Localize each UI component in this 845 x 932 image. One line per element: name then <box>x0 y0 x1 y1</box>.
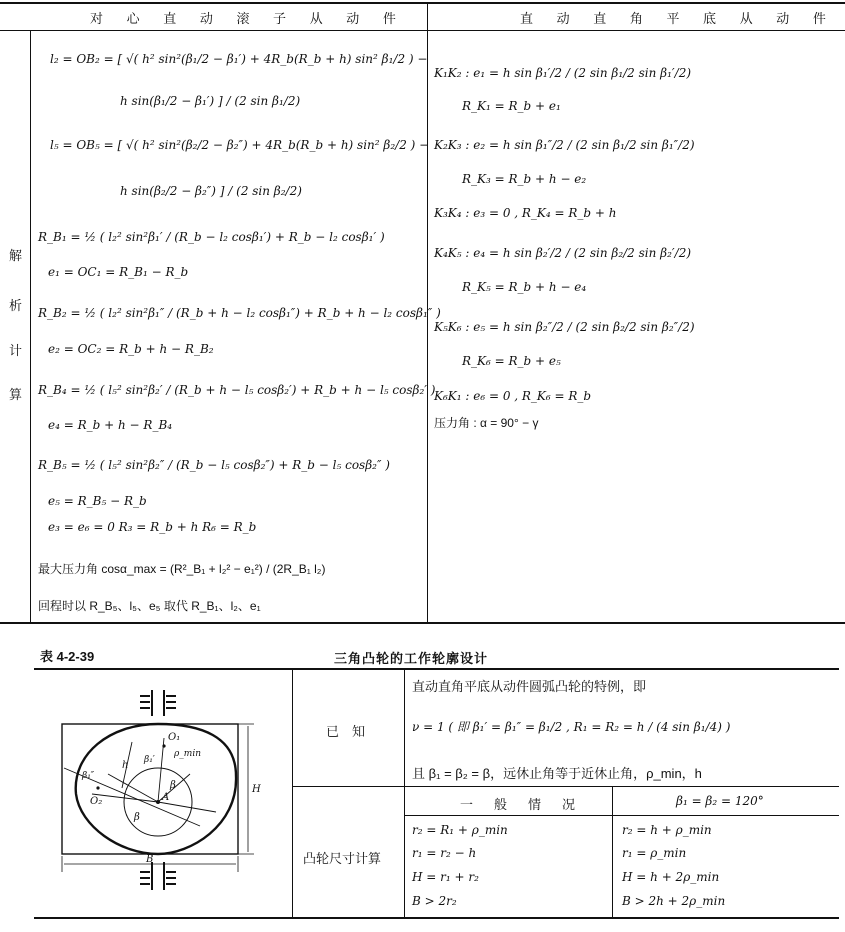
formula-rk5: R_K₅ = R_b + h − e₄ <box>462 280 587 294</box>
general-row: r₁ = r₂ − h <box>412 846 477 860</box>
formula-rk3: R_K₃ = R_b + h − e₂ <box>462 172 587 186</box>
formula-l5-line1: l₅ = OB₅ = [ √( h² sin²(β₂/2 − β₂″) + 4R_b(R_b + h) sin² β₂/2 ) − <box>50 138 430 152</box>
figure-label-beta1-double-prime: β₁″ <box>82 771 95 781</box>
side-label-char: 析 <box>9 298 23 313</box>
point-a <box>156 800 160 804</box>
formula-rb4: R_B₄ = ½ ( l₅² sin²β₂′ / (R_b + h − l₅ cosβ₂′) + R_b + h − l₅ cosβ₂′ ) <box>38 383 436 397</box>
table2-col-divider <box>612 786 613 918</box>
formula-k6k1: K₆K₁ : e₆ = 0 , R_K₆ = R_b <box>434 389 592 403</box>
side-label-char: 解 <box>9 248 23 263</box>
right-header: 直 动 直 角 平 底 从 动 件 <box>520 11 836 26</box>
top-table-header-rule <box>0 30 845 31</box>
formula-e4: e₄ = R_b + h − R_B₄ <box>48 418 173 432</box>
formula-pressure-angle: 压力角 : α = 90° − γ <box>434 416 539 430</box>
table2-figure-divider <box>292 669 293 918</box>
table2-border-top <box>34 668 839 670</box>
table-number: 表 4-2-39 <box>40 649 95 664</box>
special-row: r₂ = h + ρ_min <box>622 823 712 837</box>
table-title: 三角凸轮的工作轮廓设计 <box>334 651 489 666</box>
known-text-condition: 且 β₁ = β₂ = β，远休止角等于近休止角，ρ_min，h <box>412 766 702 781</box>
formula-max-pressure-angle: 最大压力角 cosα_max = (R²_B₁ + l₂² − e₁²) / (2R_B₁ l₂) <box>38 562 326 576</box>
top-table-border-bottom <box>0 622 845 624</box>
figure-label-o2: O₂ <box>90 796 103 807</box>
side-col-divider <box>30 30 31 622</box>
formula-k5k6: K₅K₆ : e₅ = h sin β₂″/2 / (2 sin β₂/2 sin β₂″/2) <box>434 320 695 334</box>
figure-label-a: A <box>162 792 170 803</box>
left-header: 对 心 直 动 滚 子 从 动 件 <box>90 11 406 26</box>
side-label-char: 计 <box>9 343 23 358</box>
top-guide <box>140 690 176 716</box>
formula-rb2: R_B₂ = ½ ( l₂² sin²β₁″ / (R_b + h − l₂ cosβ₁″) + R_b + h − l₂ cosβ₁″ ) <box>38 306 441 320</box>
formula-rk6: R_K₆ = R_b + e₅ <box>462 354 561 368</box>
general-row: r₂ = R₁ + ρ_min <box>412 823 508 837</box>
formula-k4k5: K₄K₅ : e₄ = h sin β₂′/2 / (2 sin β₂/2 sin β₂′/2) <box>434 246 692 260</box>
figure-label-beta1-prime: β₁′ <box>144 755 155 765</box>
table2-border-bottom <box>34 917 839 919</box>
figure-label-beta-1: β <box>170 780 176 791</box>
figure-label-height: H <box>252 784 261 795</box>
formula-l5-line2: h sin(β₂/2 − β₂″) ] / (2 sin β₂/2) <box>120 184 302 198</box>
formula-e3-e6: e₃ = e₆ = 0 R₃ = R_b + h R₆ = R_b <box>48 520 257 534</box>
known-text-intro: 直动直角平底从动件圆弧凸轮的特例，即 <box>412 679 647 694</box>
formula-k3k4: K₃K₄ : e₃ = 0 , R_K₄ = R_b + h <box>434 206 617 220</box>
figure-label-beta-2: β <box>134 812 140 823</box>
follower-frame <box>62 724 238 854</box>
formula-k1k2: K₁K₂ : e₁ = h sin β₁′/2 / (2 sin β₁/2 sin β₁′/2) <box>434 66 692 80</box>
formula-e1: e₁ = OC₁ = R_B₁ − R_b <box>48 265 189 279</box>
known-label: 已 知 <box>326 724 366 739</box>
calc-label: 凸轮尺寸计算 <box>303 851 382 866</box>
general-row: H = r₁ + r₂ <box>412 870 479 884</box>
table2-subheader-rule <box>404 815 839 816</box>
col-general-header: 一 般 情 况 <box>460 797 580 812</box>
formula-k2k3: K₂K₃ : e₂ = h sin β₁″/2 / (2 sin β₁/2 sin β₁″/2) <box>434 138 695 152</box>
point-o1 <box>162 744 165 747</box>
formula-return-note: 回程时以 R_B₅、l₅、e₅ 取代 R_B₁、l₂、e₁ <box>38 599 261 613</box>
figure-label-width: B <box>146 854 154 865</box>
special-row: B > 2h + 2ρ_min <box>622 894 726 908</box>
special-row: r₁ = ρ_min <box>622 846 687 860</box>
col-special-header: β₁ = β₂ = 120° <box>676 794 764 808</box>
table2-row-rule <box>292 786 839 787</box>
general-row: B > 2r₂ <box>412 894 457 908</box>
formula-rb5: R_B₅ = ½ ( l₅² sin²β₂″ / (R_b − l₅ cosβ₂″) + R_b − l₅ cosβ₂″ ) <box>38 458 390 472</box>
side-label-char: 算 <box>9 387 23 402</box>
dimension-h <box>228 724 254 854</box>
top-table-border-top <box>0 2 845 4</box>
formula-rb1: R_B₁ = ½ ( l₂² sin²β₁′ / (R_b − l₂ cosβ₁′) + R_b − l₂ cosβ₁′ ) <box>38 230 385 244</box>
bottom-guide <box>140 862 176 890</box>
table2-label-divider <box>404 669 405 918</box>
triangle-cam-diagram <box>40 676 288 912</box>
formula-e5: e₅ = R_B₅ − R_b <box>48 494 147 508</box>
special-row: H = h + 2ρ_min <box>622 870 720 884</box>
formula-l2-line2: h sin(β₁/2 − β₁′) ] / (2 sin β₁/2) <box>120 94 301 108</box>
point-o2 <box>96 786 99 789</box>
figure-label-h: h <box>122 760 129 771</box>
figure-label-rho-min: ρ_min <box>174 749 201 759</box>
formula-l2-line1: l₂ = OB₂ = [ √( h² sin²(β₁/2 − β₁′) + 4R_b(R_b + h) sin² β₁/2 ) − <box>50 52 428 66</box>
known-text-formula: ν = 1 ( 即 β₁′ = β₁″ = β₁/2 , R₁ = R₂ = h / (4 sin β₁/4) ) <box>412 720 731 734</box>
figure-label-o1: O₁ <box>168 732 181 743</box>
formula-rk1: R_K₁ = R_b + e₁ <box>462 99 561 113</box>
cam-profile <box>76 724 236 854</box>
formula-e2: e₂ = OC₂ = R_b + h − R_B₂ <box>48 342 214 356</box>
